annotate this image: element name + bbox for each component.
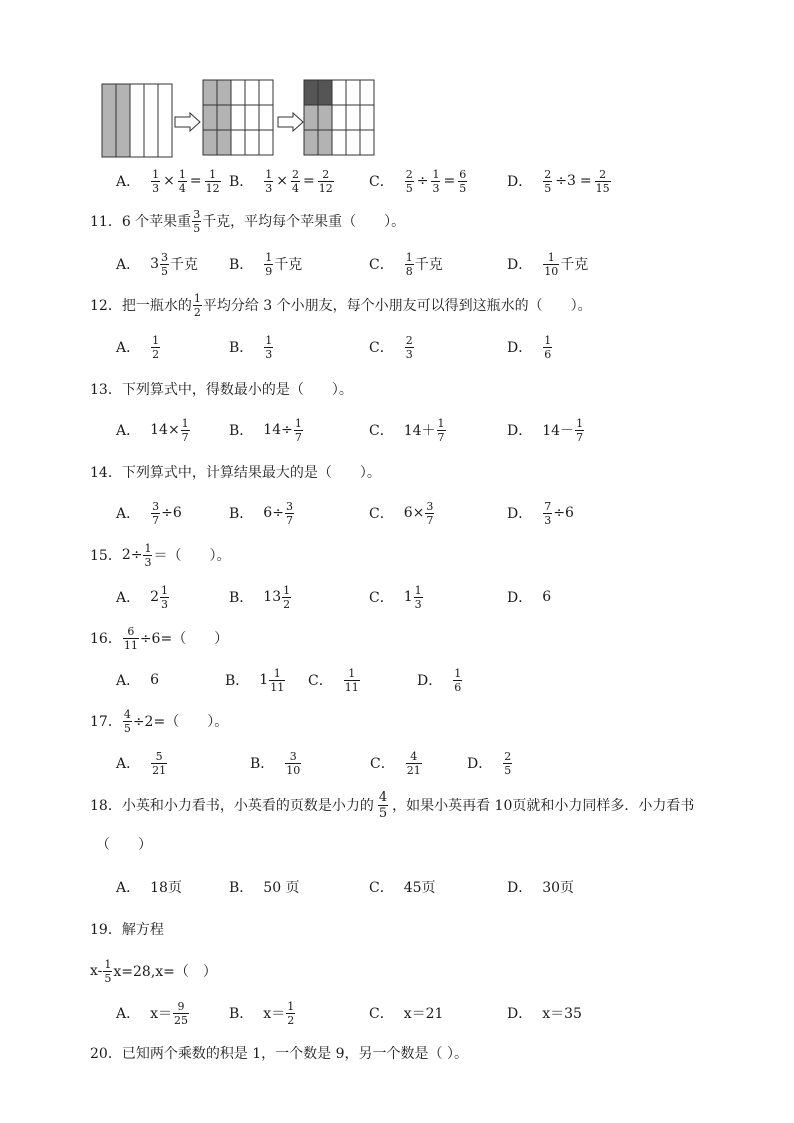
grid-cell xyxy=(217,130,231,155)
q16-option-b[interactable]: B． 1 $\frac{1}{11}$ xyxy=(225,666,285,694)
question-19: 19． 解方程 xyxy=(90,922,164,938)
fraction: $\frac{7}{3}$ xyxy=(544,499,552,527)
q10-option-b[interactable]: B． $\frac{1}{3}$ × $\frac{2}{4}$ = $\frac{2}{12}$ xyxy=(229,167,333,195)
q11-option-c[interactable]: C． $\frac{1}{8}$ 千克 xyxy=(369,250,443,278)
grid-cell xyxy=(259,80,273,105)
q18-option-c[interactable]: C． 45页 xyxy=(369,880,436,896)
q16-option-a[interactable]: A． 6 xyxy=(116,672,160,689)
q12-option-d[interactable]: D． $\frac{1}{6}$ xyxy=(507,333,552,361)
fraction: $\frac{2}{12}$ xyxy=(318,167,333,195)
fraction: $\frac{4}{5}$ xyxy=(123,707,131,735)
grid-cell xyxy=(332,130,346,155)
q19-option-a[interactable]: A． x＝ $\frac{9}{25}$ xyxy=(116,999,189,1027)
q16-option-d[interactable]: D． $\frac{1}{6}$ xyxy=(417,666,462,694)
grid-cell xyxy=(360,130,374,155)
grid-cell xyxy=(245,80,259,105)
question-13: 13． 下列算式中，得数最小的是（ ）。 xyxy=(90,382,353,398)
fraction: $\frac{3}{7}$ xyxy=(426,499,434,527)
fraction: $\frac{1}{2}$ xyxy=(287,999,295,1027)
q17-option-b[interactable]: B． $\frac{3}{10}$ xyxy=(250,749,301,777)
q12-option-a[interactable]: A． $\frac{1}{2}$ xyxy=(116,333,160,361)
q17-option-a[interactable]: A． $\frac{5}{21}$ xyxy=(116,749,167,777)
grid-cell xyxy=(304,105,318,130)
fraction: $\frac{2}{5}$ xyxy=(544,167,552,195)
q11-option-b[interactable]: B． $\frac{1}{9}$ 千克 xyxy=(229,250,303,278)
fraction: $\frac{5}{21}$ xyxy=(152,749,167,777)
grid-cell xyxy=(217,105,231,130)
grid-cell xyxy=(318,130,332,155)
option-label: B． xyxy=(229,174,254,190)
fraction: $\frac{1}{8}$ xyxy=(405,250,413,278)
q14-option-a[interactable]: A． $\frac{3}{7}$ ÷6 xyxy=(116,499,182,527)
q15-option-d[interactable]: D． 6 xyxy=(507,589,552,606)
question-12: 12． 把一瓶水的 $\frac{1}{2}$ 平均分给 3 个小朋友，每个小朋友可以得到这瓶水的（ ）。 xyxy=(90,291,592,319)
grid-cell xyxy=(360,105,374,130)
q19-option-d[interactable]: D． x＝35 xyxy=(507,1006,582,1022)
fraction: $\frac{1}{6}$ xyxy=(544,333,552,361)
right-arrow-icon xyxy=(277,112,305,132)
grid-cell xyxy=(245,130,259,155)
fraction: $\frac{6}{11}$ xyxy=(123,624,138,652)
fraction: $\frac{1}{4}$ xyxy=(178,167,186,195)
q15-option-c[interactable]: C． 1 $\frac{1}{3}$ xyxy=(369,583,422,611)
q18-option-d[interactable]: D． 30页 xyxy=(507,880,575,896)
question-15: 15． 2÷ $\frac{1}{3}$ ＝（ ）。 xyxy=(90,541,231,569)
fraction: $\frac{1}{5}$ xyxy=(104,957,112,985)
question-16: 16． $\frac{6}{11}$ ÷6=（ ） xyxy=(90,624,229,652)
q14-option-b[interactable]: B． 6÷ $\frac{3}{7}$ xyxy=(229,499,293,527)
q13-option-b[interactable]: B． 14÷ $\frac{1}{7}$ xyxy=(229,416,302,444)
q14-option-c[interactable]: C． 6× $\frac{3}{7}$ xyxy=(369,499,434,527)
question-18-blank: （ ） xyxy=(96,837,152,853)
q17-option-c[interactable]: C． $\frac{4}{21}$ xyxy=(370,749,421,777)
fraction: $\frac{1}{2}$ xyxy=(283,583,291,611)
fraction: $\frac{1}{11}$ xyxy=(344,666,359,694)
fraction: $\frac{1}{12}$ xyxy=(205,167,220,195)
grid-cell xyxy=(318,105,332,130)
grid-cell xyxy=(259,130,273,155)
q17-option-d[interactable]: D． $\frac{2}{5}$ xyxy=(467,749,512,777)
fraction: $\frac{2}{15}$ xyxy=(595,167,610,195)
grid-cell xyxy=(203,130,217,155)
fraction: $\frac{1}{11}$ xyxy=(270,666,285,694)
fraction: $\frac{1}{3}$ xyxy=(265,333,273,361)
grid-three xyxy=(304,80,376,156)
grid-one xyxy=(102,84,172,158)
grid-cell xyxy=(332,80,346,105)
q18-option-a[interactable]: A． 18页 xyxy=(116,880,182,896)
grid-cell xyxy=(259,105,273,130)
fraction: $\frac{2}{5}$ xyxy=(405,167,413,195)
fraction: $\frac{6}{5}$ xyxy=(459,167,467,195)
fraction: $\frac{4}{21}$ xyxy=(406,749,421,777)
fraction: $\frac{1}{6}$ xyxy=(454,666,462,694)
option-label: C． xyxy=(369,174,394,190)
fraction: $\frac{4}{5}$ xyxy=(378,789,388,821)
question-18: 18． 小英和小力看书，小英看的页数是小力的 $\frac{4}{5}$ ，如果小英再看 10页就和小力同样多．小力看书 xyxy=(90,789,695,821)
grid-cell xyxy=(231,105,245,130)
fraction: $\frac{1}{3}$ xyxy=(144,541,152,569)
grid-cell xyxy=(346,130,360,155)
grid-cell xyxy=(346,80,360,105)
grid-cell xyxy=(332,105,346,130)
fraction: $\frac{1}{7}$ xyxy=(437,416,445,444)
fraction: $\frac{1}{3}$ xyxy=(432,167,440,195)
q12-option-c[interactable]: C． $\frac{2}{3}$ xyxy=(369,333,413,361)
fraction: $\frac{1}{10}$ xyxy=(544,250,559,278)
question-14: 14． 下列算式中，计算结果最大的是（ ）。 xyxy=(90,465,381,481)
grid-cell xyxy=(360,80,374,105)
fraction: $\frac{3}{5}$ xyxy=(193,207,201,235)
q10-option-a[interactable]: A． $\frac{1}{3}$ × $\frac{1}{4}$ = $\frac{1}{12}$ xyxy=(116,167,220,195)
question-17: 17． $\frac{4}{5}$ ÷2=（ ）。 xyxy=(90,707,229,735)
fraction: $\frac{3}{5}$ xyxy=(161,250,169,278)
fraction: $\frac{1}{3}$ xyxy=(161,583,169,611)
right-arrow-icon xyxy=(174,112,202,132)
grid-cell xyxy=(304,80,318,105)
fraction: $\frac{3}{7}$ xyxy=(152,499,160,527)
fraction: $\frac{1}{2}$ xyxy=(152,333,160,361)
fraction: $\frac{1}{9}$ xyxy=(265,250,273,278)
grid-two xyxy=(203,80,275,156)
q16-option-c[interactable]: C． $\frac{1}{11}$ xyxy=(308,666,359,694)
q10-option-d[interactable]: D． $\frac{2}{5}$ ÷3 = $\frac{2}{15}$ xyxy=(507,167,610,195)
option-label: A． xyxy=(116,174,141,190)
q10-option-c[interactable]: C． $\frac{2}{5}$ ÷ $\frac{1}{3}$ = $\frac{6}{5}$ xyxy=(369,167,467,195)
fraction: $\frac{3}{7}$ xyxy=(285,499,293,527)
fraction: $\frac{2}{5}$ xyxy=(504,749,512,777)
q19-option-c[interactable]: C． x＝21 xyxy=(369,1006,444,1022)
q15-option-b[interactable]: B． 13 $\frac{1}{2}$ xyxy=(229,583,291,611)
fraction: $\frac{1}{7}$ xyxy=(181,416,189,444)
q18-option-b[interactable]: B． 50 页 xyxy=(229,880,300,896)
q14-option-d[interactable]: D． $\frac{7}{3}$ ÷6 xyxy=(507,499,574,527)
fraction: $\frac{9}{25}$ xyxy=(174,999,189,1027)
grid-cell xyxy=(304,130,318,155)
fraction: $\frac{2}{4}$ xyxy=(292,167,300,195)
grid-cell xyxy=(346,105,360,130)
q13-option-c[interactable]: C． 14＋ $\frac{1}{7}$ xyxy=(369,416,445,444)
q19-option-b[interactable]: B． x＝ $\frac{1}{2}$ xyxy=(229,999,295,1027)
q13-option-d[interactable]: D． 14－ $\frac{1}{7}$ xyxy=(507,416,584,444)
question-19-equation: x- $\frac{1}{5}$ x=28,x=（ ） xyxy=(90,957,217,985)
q12-option-b[interactable]: B． $\frac{1}{3}$ xyxy=(229,333,273,361)
fraction: $\frac{1}{7}$ xyxy=(576,416,584,444)
grid-cell xyxy=(203,80,217,105)
question-11: 11． 6 个苹果重 $\frac{3}{5}$ 千克，平均每个苹果重（ ）。 xyxy=(90,207,406,235)
grid-cell xyxy=(318,80,332,105)
option-label: D． xyxy=(507,174,533,190)
fraction: $\frac{3}{10}$ xyxy=(286,749,301,777)
fraction: $\frac{1}{2}$ xyxy=(193,291,201,319)
q13-option-a[interactable]: A． 14× $\frac{1}{7}$ xyxy=(116,416,189,444)
fraction: $\frac{1}{3}$ xyxy=(414,583,422,611)
q15-option-a[interactable]: A． 2 $\frac{1}{3}$ xyxy=(116,583,169,611)
grid-cell xyxy=(245,105,259,130)
fraction: $\frac{1}{3}$ xyxy=(152,167,160,195)
fraction-figure xyxy=(0,0,794,170)
fraction: $\frac{1}{7}$ xyxy=(294,416,302,444)
fraction: $\frac{1}{3}$ xyxy=(265,167,273,195)
q11-option-a[interactable]: A． 3 $\frac{3}{5}$ 千克 xyxy=(116,250,199,278)
grid-cell xyxy=(231,130,245,155)
grid-cell xyxy=(217,80,231,105)
grid-cell xyxy=(231,80,245,105)
question-20: 20． 已知两个乘数的积是 1，一个数是 9，另一个数是（ ）。 xyxy=(90,1046,468,1062)
q11-option-d[interactable]: D． $\frac{1}{10}$ 千克 xyxy=(507,250,589,278)
fraction: $\frac{2}{3}$ xyxy=(405,333,413,361)
grid-cell xyxy=(203,105,217,130)
